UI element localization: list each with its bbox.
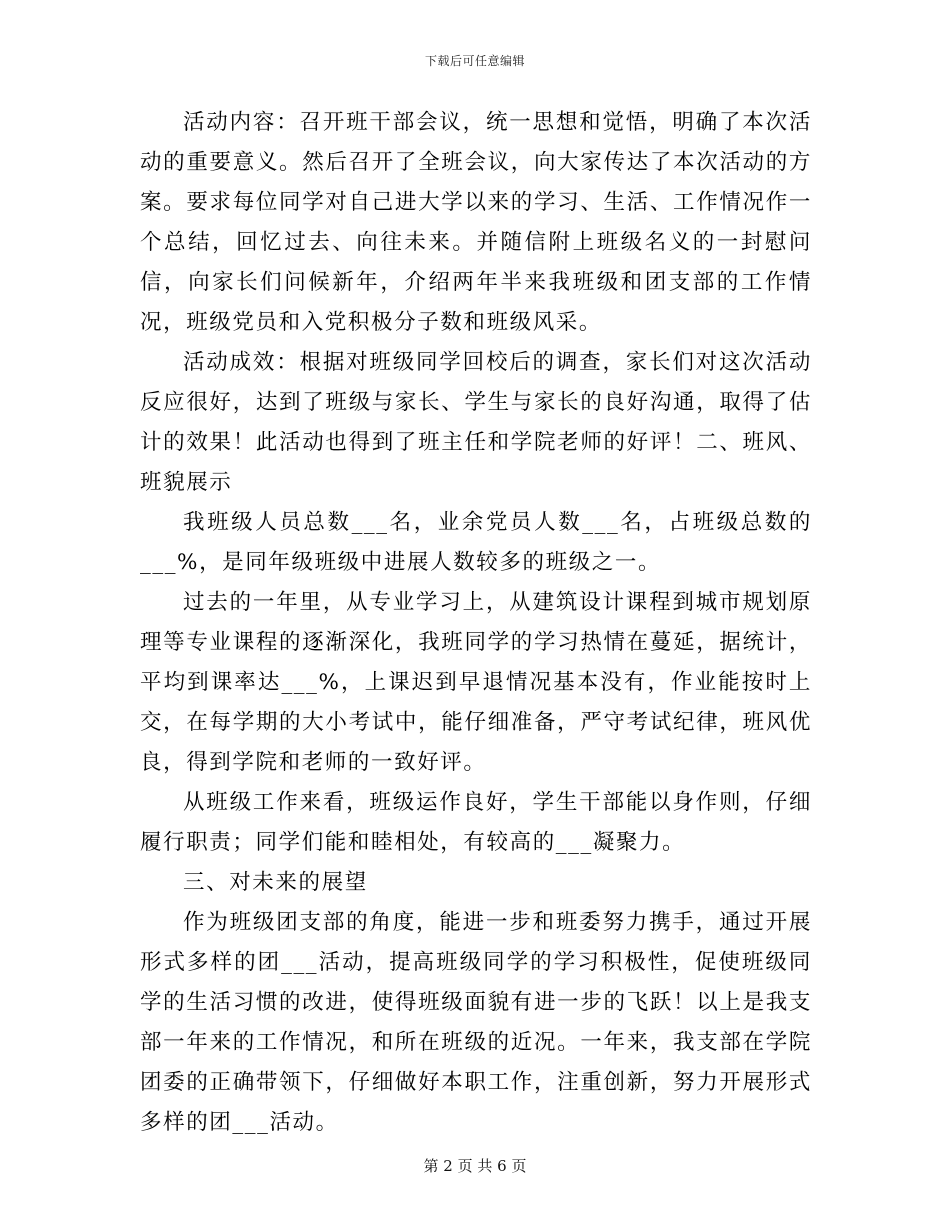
paragraph-future-plans: 作为班级团支部的角度，能进一步和班委努力携手，通过开展形式多样的团___活动，提高班级同学的学习积极性，促使班级同学的生活习惯的改进，使得班级面貌有进一步的飞跃！以上是我支部一年来的工作情况，和所在班级的近况。一年来，我支部在学院团委的正确带领下，仔细做好本职工作，注重创新，努力开展形式多样的团___活动。 bbox=[140, 910, 812, 1135]
paragraph-activity-results: 活动成效：根据对班级同学回校后的调查，家长们对这次活动反应很好，达到了班级与家长、学生与家长的良好沟通，取得了估计的效果！此活动也得到了班主任和学院老师的好评！二、班风、班貌展示 bbox=[140, 350, 812, 495]
paragraph-activity-content: 活动内容：召开班干部会议，统一思想和觉悟，明确了本次活动的重要意义。然后召开了全班会议，向大家传达了本次活动的方案。要求每位同学对自己进大学以来的学习、生活、工作情况作一个总结，回忆过去、向往未来。并随信附上班级名义的一封慰问信，向家长们问候新年，介绍两年半来我班级和团支部的工作情况，班级党员和入党积极分子数和班级风采。 bbox=[140, 110, 812, 335]
page-footer: 第 2 页 共 6 页 bbox=[423, 1157, 527, 1175]
paragraph-class-members: 我班级人员总数___名，业余党员人数___名，占班级总数的___%，是同年级班级中进展人数较多的班级之一。 bbox=[140, 510, 812, 575]
document-body bbox=[140, 103, 812, 1143]
paragraph-past-year-study: 过去的一年里，从专业学习上，从建筑设计课程到城市规划原理等专业课程的逐渐深化，我班同学的学习热情在蔓延，据统计，平均到课率达___%，上课迟到早退情况基本没有，作业能按时上交，在每学期的大小考试中，能仔细准备，严守考试纪律，班风优良，得到学院和老师的一致好评。 bbox=[140, 590, 812, 775]
page-header: 下载后可任意编辑 bbox=[424, 54, 525, 68]
paragraph-class-work: 从班级工作来看，班级运作良好，学生干部能以身作则，仔细履行职责；同学们能和睦相处，有较高的___凝聚力。 bbox=[140, 790, 812, 855]
section-heading-future-outlook: 三、对未来的展望 bbox=[183, 870, 368, 895]
